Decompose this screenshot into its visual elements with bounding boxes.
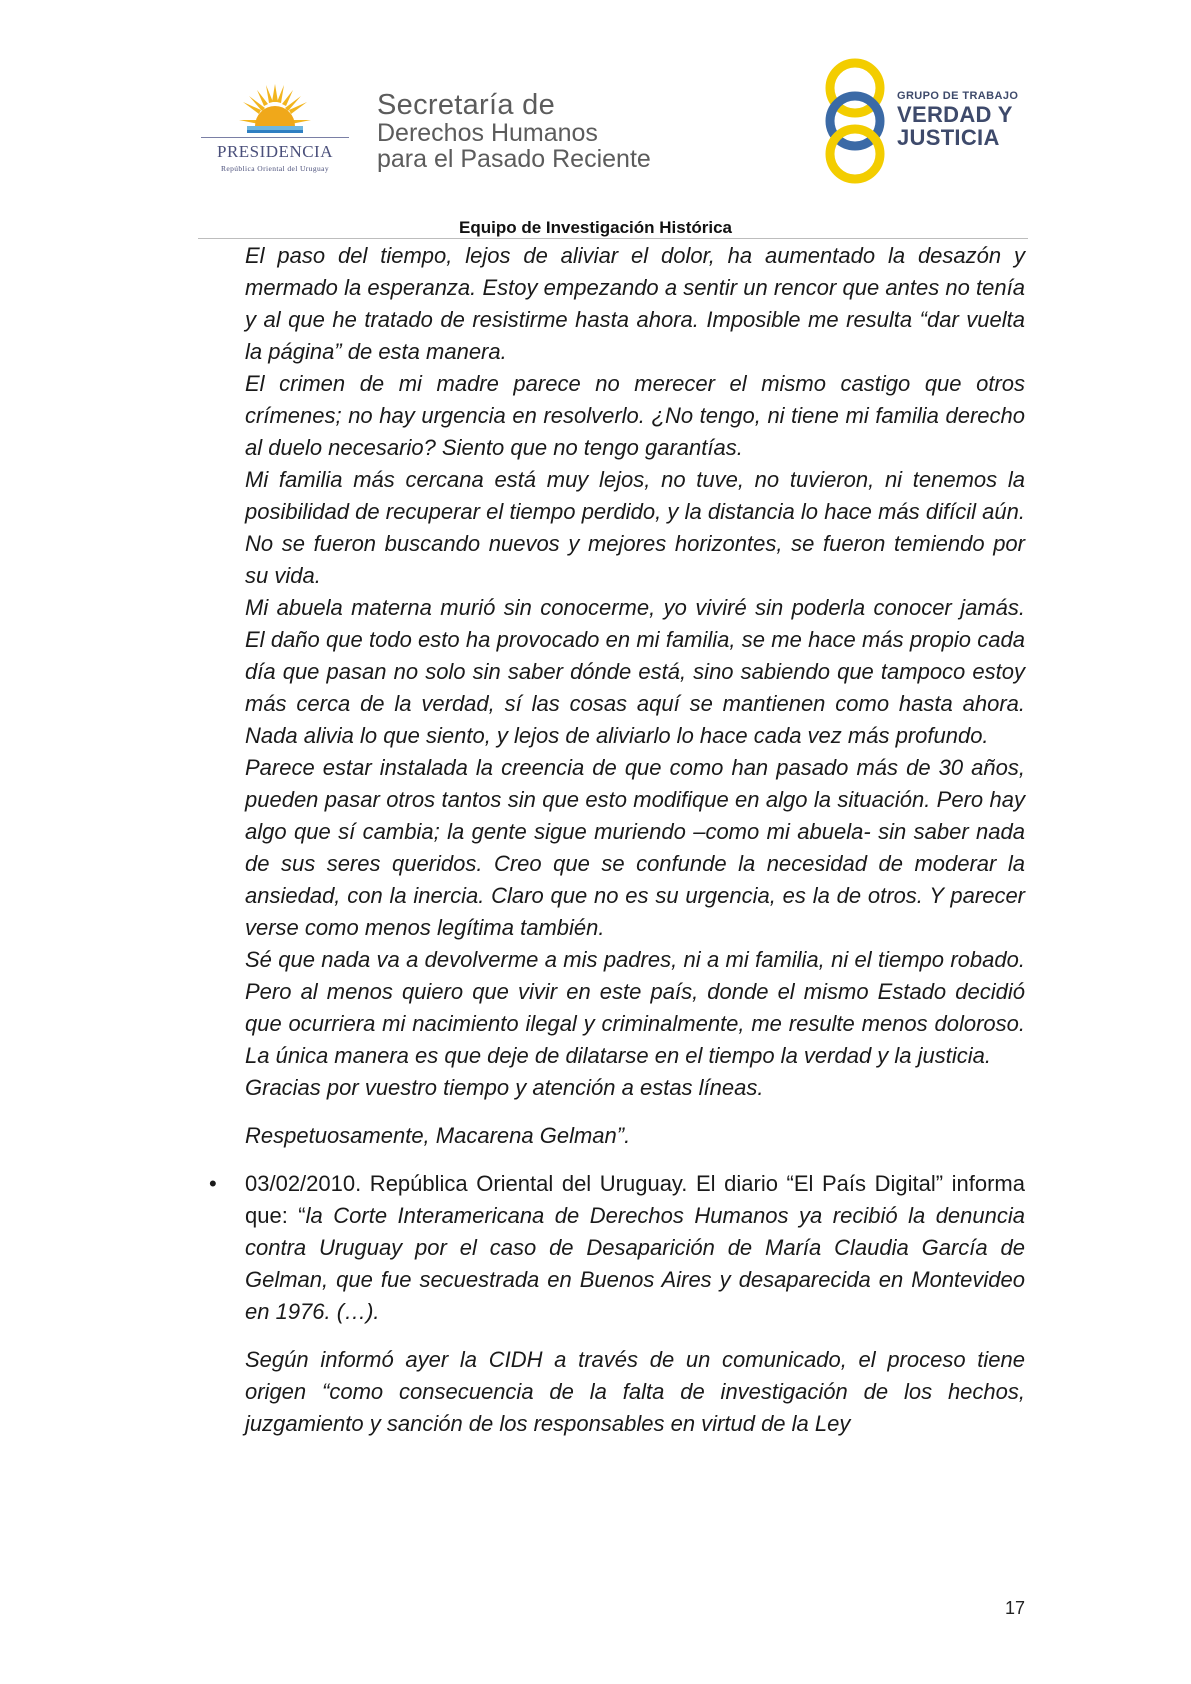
grupo-line-1: GRUPO DE TRABAJO <box>897 90 1019 102</box>
secretaria-line-2: Derechos Humanos <box>377 119 598 147</box>
document-body <box>209 240 1025 1440</box>
letter-paragraph: Sé que nada va a devolverme a mis padres, ni a mi familia, ni el tiempo robado. Pero al menos quiero que vivir en este país, donde el mismo Estado decidió que ocurriera mi nacimiento ilegal y criminalmente, me resulte menos doloroso. La única manera es que deje de dilatarse en el tiempo la verdad y la justicia. <box>245 947 1025 1068</box>
bullet-lead: 03/02/2010. República Oriental del Uruguay. El diario “El País Digital” informa que: “ <box>245 1171 1025 1228</box>
secretaria-logotype <box>377 90 717 172</box>
letter-paragraph: Mi abuela materna murió sin conocerme, yo viviré sin poderla conocer jamás. El daño que todo esto ha provocado en mi familia, se me hace más propio cada día que pasan no solo sin saber dónde está, sino sabiendo que tampoco estoy más cerca de la verdad, sí las cosas aquí se mantienen como hasta ahora. Nada alivia lo que siento, y lejos de aliviarlo lo hace cada vez más profundo. <box>245 595 1025 748</box>
bullet-marker: • <box>209 1171 217 1196</box>
bullet-follow-paragraph: Según informó ayer la CIDH a través de un comunicado, el proceso tiene origen “como consecuencia de la falta de investigación de los hechos, juzgamiento y sanción de los responsables en virtud de la Ley <box>245 1347 1025 1436</box>
letter-paragraph: Gracias por vuestro tiempo y atención a estas líneas. <box>245 1075 764 1100</box>
presidencia-divider <box>201 137 349 138</box>
page-header <box>0 0 1191 240</box>
presidencia-title: PRESIDENCIA <box>216 142 333 161</box>
bullet-quote: la Corte Interamericana de Derechos Humanos ya recibió la denuncia contra Uruguay por el caso de Desaparición de María Claudia García de Gelman, que fue secuestrada en Buenos Aires y desaparecida en Montevideo en 1976. (…). <box>245 1203 1025 1324</box>
grupo-line-3: JUSTICIA <box>897 125 1000 150</box>
grupo-line-2: VERDAD Y <box>897 102 1013 127</box>
secretaria-line-3: para el Pasado Reciente <box>377 145 651 173</box>
presidencia-logo <box>195 82 355 182</box>
letter-paragraph: El paso del tiempo, lejos de aliviar el dolor, ha aumentado la desazón y mermado la esperanza. Estoy empezando a sentir un rencor que antes no tenía y al que he tratado de resistirme hasta ahora. Imposible me resulta “dar vuelta la página” de esta manera. <box>245 243 1025 364</box>
page-number: 17 <box>1005 1598 1026 1618</box>
grupo-logotype <box>897 90 1057 149</box>
letter-paragraph: El crimen de mi madre parece no merecer el mismo castigo que otros crímenes; no hay urgencia en resolverlo. ¿No tengo, ni tiene mi familia derecho al duelo necesario? Siento que no tengo garantías. <box>245 371 1025 460</box>
header-rule <box>198 238 1028 239</box>
letter-signature: Respetuosamente, Macarena Gelman”. <box>245 1123 631 1148</box>
secretaria-line-1: Secretaría de <box>377 89 555 121</box>
team-title: Equipo de Investigación Histórica <box>459 218 732 237</box>
presidencia-subtitle: República Oriental del Uruguay <box>220 164 329 173</box>
sun-emblem-icon <box>237 82 313 138</box>
linked-rings-icon <box>820 56 890 186</box>
letter-paragraph: Parece estar instalada la creencia de que como han pasado más de 30 años, pueden pasar otros tantos sin que esto modifique en algo la situación. Pero hay algo que sí cambia; la gente sigue muriendo –como mi abuela- sin saber nada de sus seres queridos. Creo que se confunde la necesidad de moderar la ansiedad, con la inercia. Claro que no es su urgencia, es la de otros. Y parecer verse como menos legítima también. <box>245 755 1025 940</box>
letter-paragraph: Mi familia más cercana está muy lejos, no tuve, no tuvieron, ni tenemos la posibilidad de recuperar el tiempo perdido, y la distancia lo hace más difícil aún. No se fueron buscando nuevos y mejores horizontes, se fueron temiendo por su vida. <box>245 467 1025 588</box>
bullet-entry <box>209 1168 1025 1328</box>
